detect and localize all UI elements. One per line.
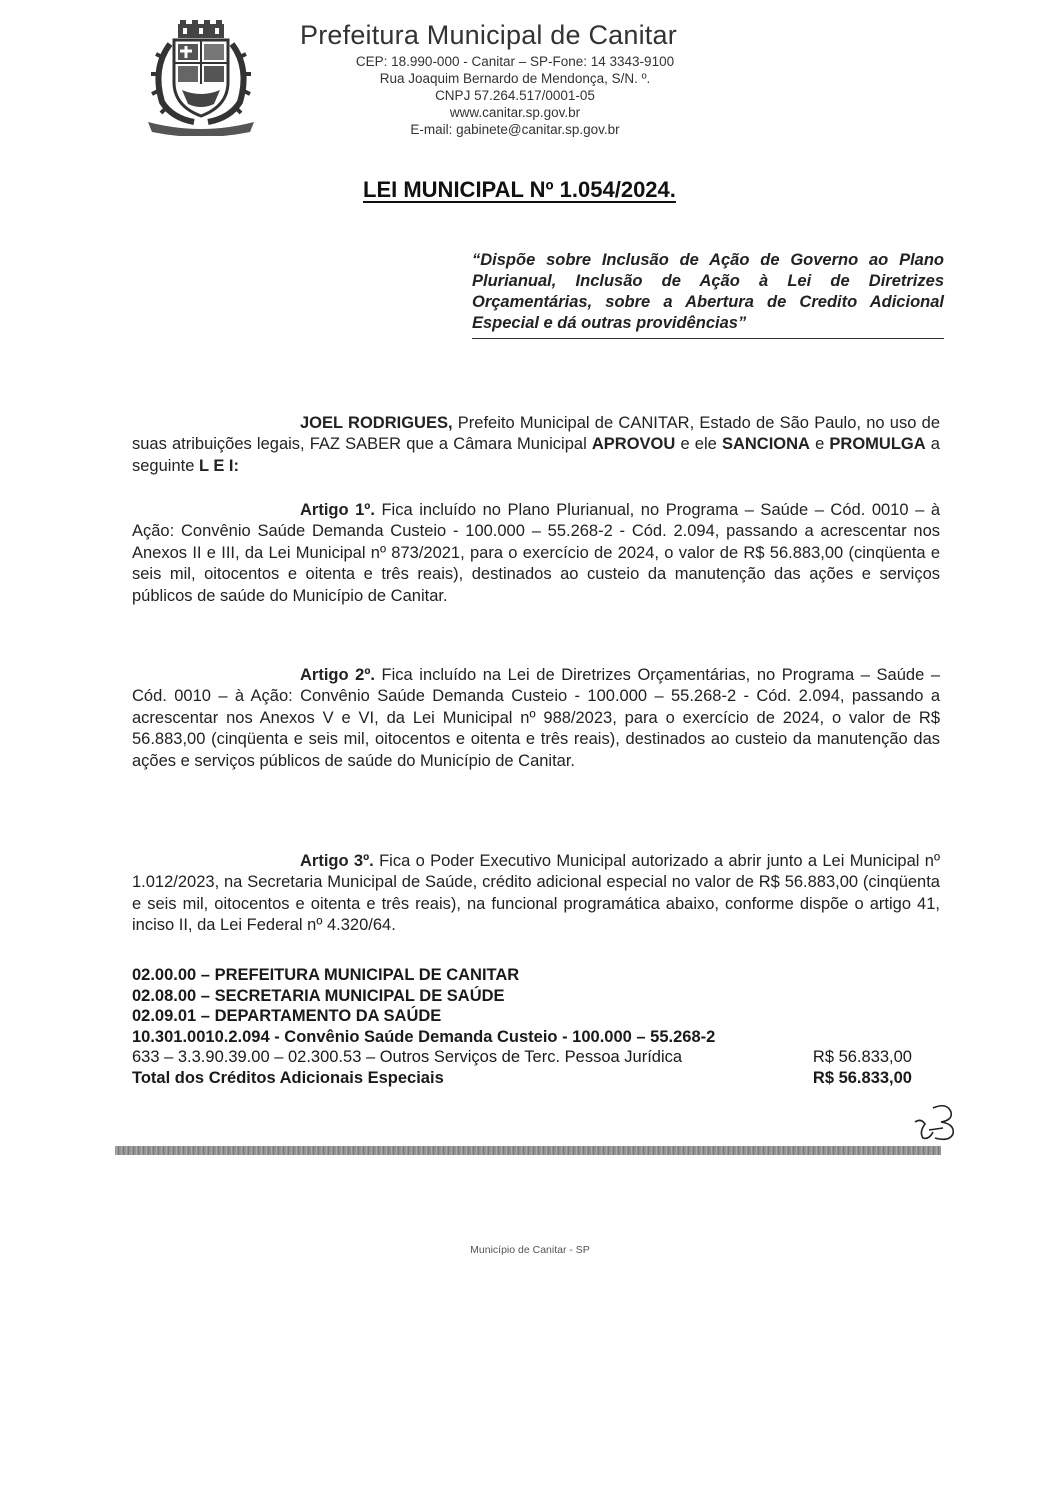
mayor-name: JOEL RODRIGUES,	[300, 414, 453, 432]
budget-line: 02.00.00 – PREFEITURA MUNICIPAL DE CANITAR	[132, 966, 520, 984]
contact-info	[300, 53, 730, 138]
article-2: Artigo 2º. Fica incluído na Lei de Diretrizes Orçamentárias, no Programa – Saúde – Cód. 0010 – à Ação: Convênio Saúde Demanda Custeio - 100.000 – 55.268-2 - Cód. 2.094, passando a acrescentar nos Anexos V e VI, da Lei Municipal nº 988/2023, para o exercício de 2024, o valor de R$ 56.883,00 (cinqüenta e seis mil, oitocentos e oitenta e três reais), destinados ao custeio da manutenção das ações e serviços públicos de saúde do Município de Canitar.	[132, 666, 940, 770]
footer-divider	[115, 1146, 941, 1155]
article-3: Artigo 3º. Fica o Poder Executivo Municipal autorizado a abrir junto a Lei Municipal nº 1.012/2023, na Secretaria Municipal de Saúde, crédito adicional especial no valor de R$ 56.883,00 (cinqüenta e seis mil, oitocentos e oitenta e três reais), na funcional programática abaixo, conforme dispõe o artigo 41, inciso II, da Lei Federal nº 4.320/64.	[132, 852, 940, 935]
initials-signature	[905, 1100, 965, 1148]
budget-item-label: 633 – 3.3.90.39.00 – 02.300.53 – Outros Serviços de Terc. Pessoa Jurídica	[132, 1048, 683, 1066]
footer-text: Município de Canitar - SP	[470, 1244, 590, 1256]
email-link[interactable]: E-mail: gabinete@canitar.sp.gov.br	[410, 122, 620, 137]
municipal-crest-logo	[142, 18, 260, 136]
address-street: Rua Joaquim Bernardo de Mendonça, S/N. º.	[379, 71, 651, 86]
budget-allocation	[132, 965, 912, 1088]
intro-paragraph: JOEL RODRIGUES, Prefeito Municipal de CANITAR, Estado de São Paulo, no uso de suas atribuições legais, FAZ SABER que a Câmara Municipal APROVOU e ele SANCIONA e PROMULGA a seguinte L E I:	[132, 414, 940, 475]
budget-total-row	[132, 1068, 912, 1089]
municipality-title: Prefeitura Municipal de Canitar	[300, 20, 677, 50]
law-title: LEI MUNICIPAL Nº 1.054/2024.	[363, 177, 676, 202]
budget-item-value: R$ 56.833,00	[812, 1048, 912, 1066]
law-summary: “Dispõe sobre Inclusão de Ação de Governo ao Plano Plurianual, Inclusão de Ação à Lei de Diretrizes Orçamentárias, sobre a Abertura de Credito Adicional Especial e dá outras providências”	[472, 250, 944, 339]
budget-total-label: Total dos Créditos Adicionais Especiais	[132, 1068, 444, 1087]
article-label: Artigo 1º.	[300, 501, 375, 519]
article-label: Artigo 3º.	[300, 852, 374, 870]
budget-line: 02.08.00 – SECRETARIA MUNICIPAL DE SAÚDE	[132, 986, 505, 1005]
website-link[interactable]: www.canitar.sp.gov.br	[449, 105, 581, 120]
budget-line: 02.09.01 – DEPARTAMENTO DA SAÚDE	[132, 1007, 442, 1025]
letterhead	[300, 20, 760, 138]
budget-line: 10.301.0010.2.094 - Convênio Saúde Demanda Custeio - 100.000 – 55.268-2	[132, 1027, 716, 1046]
address-cep-phone: CEP: 18.990-000 - Canitar – SP-Fone: 14 3343-9100	[355, 54, 675, 69]
budget-item-row	[132, 1047, 912, 1068]
article-1: Artigo 1º. Fica incluído no Plano Plurianual, no Programa – Saúde – Cód. 0010 – à Ação: Convênio Saúde Demanda Custeio - 100.000 – 55.268-2 - Cód. 2.094, passando a acrescentar nos Anexos II e III, da Lei Municipal nº 873/2021, para o exercício de 2024, o valor de R$ 56.883,00 (cinqüenta e seis mil, oitocentos e oitenta e três reais), destinados ao custeio da manutenção das ações e serviços públicos de saúde do Município de Canitar.	[132, 501, 940, 605]
budget-total-value: R$ 56.833,00	[812, 1068, 912, 1087]
article-label: Artigo 2º.	[300, 666, 375, 684]
cnpj: CNPJ 57.264.517/0001-05	[435, 88, 595, 103]
